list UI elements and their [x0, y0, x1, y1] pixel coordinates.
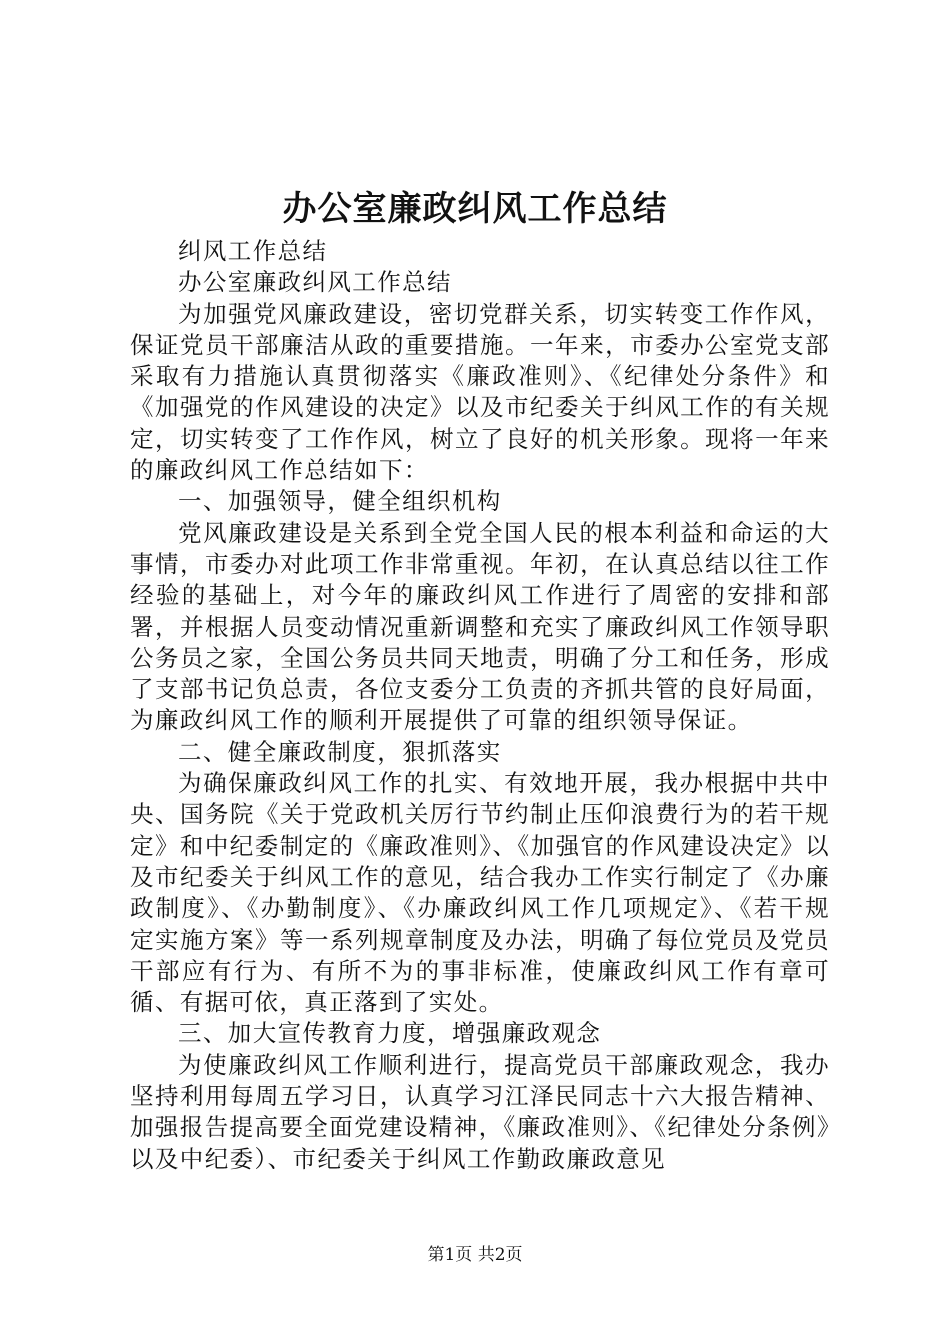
paragraph-section-1: 党风廉政建设是关系到全党全国人民的根本利益和命运的大事情，市委办对此项工作非常重视。年初，在认真总结以往工作经验的基础上，对今年的廉政纠风工作进行了周密的安排和部署，并根据人员变动情况重新调整和充实了廉政纠风工作领导职公务员之家，全国公务员共同天地责，明确了分工和任务，形成了支部书记负总责，各位支委分工负责的齐抓共管的良好局面，为廉政纠风工作的顺利开展提供了可靠的组织领导保证。 [130, 518, 830, 735]
paragraph-subtitle-1: 纠风工作总结 [178, 237, 328, 265]
paragraph-intro: 为加强党风廉政建设，密切党群关系，切实转变工作作风，保证党员干部廉洁从政的重要措施。一年来，市委办公室党支部采取有力措施认真贯彻落实《廉政准则》、《纪律处分条件》和《加强党的作风建设的决定》以及市纪委关于纠风工作的有关规定，切实转变了工作作风，树立了良好的机关形象。现将一年来的廉政纠风工作总结如下： [130, 299, 830, 485]
document-body [130, 236, 830, 1175]
section-heading-2: 二、健全廉政制度，狠抓落实 [178, 737, 502, 766]
paragraph-subtitle-2: 办公室廉政纠风工作总结 [178, 268, 452, 297]
paragraph-section-3: 为使廉政纠风工作顺利进行，提高党员干部廉政观念，我办坚持利用每周五学习日，认真学习江泽民同志十六大报告精神、加强报告提高要全面党建设精神，《廉政准则》、《纪律处分条例》以及中纪委）、市纪委关于纠风工作勤政廉政意见 [130, 1050, 830, 1173]
paragraph-section-2: 为确保廉政纠风工作的扎实、有效地开展，我办根据中共中央、国务院《关于党政机关厉行节约制止压仰浪费行为的若干规定》和中纪委制定的《廉政准则》、《加强官的作风建设决定》以及市纪委关于纠风工作的意见，结合我办工作实行制定了《办廉政制度》、《办勤制度》、《办廉政纠风工作几项规定》、《若干规定实施方案》等一系列规章制度及办法，明确了每位党员及党员干部应有行为、有所不为的事非标准，使廉政纠风工作有章可循、有据可依，真正落到了实处。 [130, 769, 830, 1017]
page-number-footer: 第1页 共2页 [427, 1245, 523, 1265]
document-title: 办公室廉政纠风工作总结 [282, 189, 668, 229]
section-heading-1: 一、加强领导，健全组织机构 [178, 487, 502, 516]
section-heading-3: 三、加大宣传教育力度，增强廉政观念 [178, 1019, 602, 1048]
